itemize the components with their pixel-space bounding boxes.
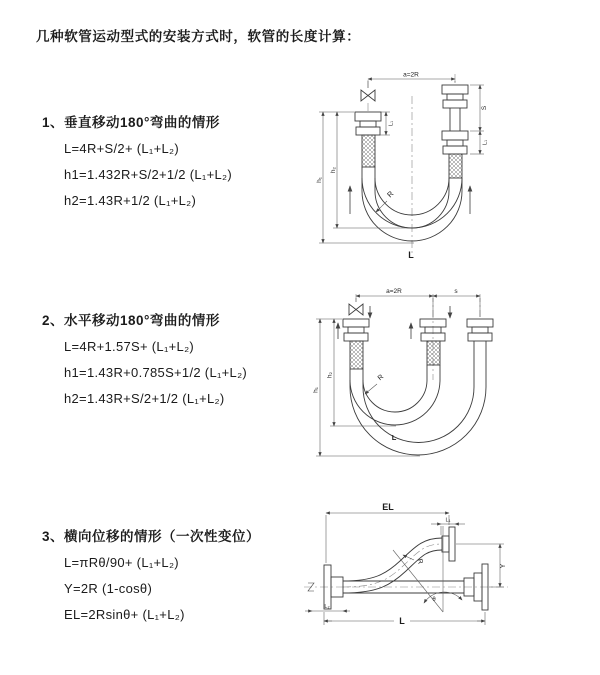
length-label: L <box>399 616 405 626</box>
dim-label-span: a=2R <box>386 288 402 295</box>
dim-label-el: EL <box>382 502 394 512</box>
formula-list <box>64 136 232 214</box>
formula-list <box>64 550 260 628</box>
formula-line: h2=1.43R+S/2+1/2 (L₁+L₂) <box>64 391 225 406</box>
hose-assembly <box>355 85 468 241</box>
formula-line: L=4R+S/2+ (L₁+L₂) <box>64 141 179 156</box>
lateral-displacement-drawing <box>296 500 598 642</box>
formula-line: L=πRθ/90+ (L₁+L₂) <box>64 555 179 570</box>
dim-label-h1: h₁ <box>312 387 320 393</box>
radius-label: R <box>385 189 396 200</box>
horizontal-bend-drawing <box>308 282 588 467</box>
page-title: 几种软管运动型式的安装方式时，软管的长度计算： <box>36 29 361 44</box>
diagram-horizontal-180-bend <box>308 282 588 467</box>
dim-label-h1: h₁ <box>316 177 323 183</box>
section-lateral-displacement <box>42 525 260 628</box>
radius-label: R <box>415 558 424 565</box>
length-label: L <box>391 433 397 442</box>
dim-label-l1-left: L₁ <box>388 121 395 126</box>
section-horizontal-movement <box>42 309 247 412</box>
dimension-lines <box>316 296 480 456</box>
dim-label-h2: h₂ <box>330 166 337 174</box>
dim-label-span: a=2R <box>403 71 419 79</box>
formula-line: Y=2R (1-cosθ) <box>64 581 153 596</box>
dim-label-y: Y <box>500 563 507 569</box>
dim-label-s: S <box>481 105 488 111</box>
centerlines <box>356 294 480 380</box>
dim-label-l2: L₂ <box>324 604 330 610</box>
movement-arrows <box>350 186 470 214</box>
dim-label-l1-right: L₁ <box>482 140 489 145</box>
formula-line: h1=1.432R+S/2+1/2 (L₁+L₂) <box>64 167 232 182</box>
formula-list <box>64 334 247 412</box>
centerlines <box>304 544 508 587</box>
section-heading: 2、水平移动180°弯曲的情形 <box>42 313 220 328</box>
vertical-bend-drawing <box>310 66 590 264</box>
section-vertical-movement <box>42 111 232 214</box>
section-heading: 3、横向位移的情形（一次性变位） <box>42 529 261 544</box>
displaced-hose-wall <box>343 550 442 593</box>
hose-assembly <box>308 527 488 610</box>
formula-line: h2=1.43R+1/2 (L₁+L₂) <box>64 193 197 208</box>
formula-line: EL=2Rsinθ+ (L₁+L₂) <box>64 607 185 622</box>
hose-assembly <box>343 304 493 455</box>
dimension-lines <box>305 513 504 625</box>
section-heading: 1、垂直移动180°弯曲的情形 <box>42 115 220 130</box>
diagram-vertical-180-bend <box>310 66 590 264</box>
radius-label: R <box>376 373 386 383</box>
valve-icon <box>361 90 375 101</box>
angle-label: θ <box>432 597 436 603</box>
formula-line: h1=1.43R+0.785S+1/2 (L₁+L₂) <box>64 365 248 380</box>
dim-label-h2: h₂ <box>326 371 334 379</box>
diagram-lateral-displacement <box>296 500 598 642</box>
braided-hose-section <box>449 154 462 178</box>
dim-label-shift: s <box>454 288 458 295</box>
braided-hose-section <box>362 135 375 167</box>
upper-flange <box>449 527 455 561</box>
braided-hose-section <box>427 341 440 365</box>
length-label: L <box>408 250 414 260</box>
dim-label-l1: L₁ <box>445 517 451 524</box>
valve-icon <box>349 304 363 315</box>
braided-hose-section <box>350 341 363 369</box>
formula-line: L=4R+1.57S+ (L₁+L₂) <box>64 339 195 354</box>
centerlines <box>368 71 455 256</box>
